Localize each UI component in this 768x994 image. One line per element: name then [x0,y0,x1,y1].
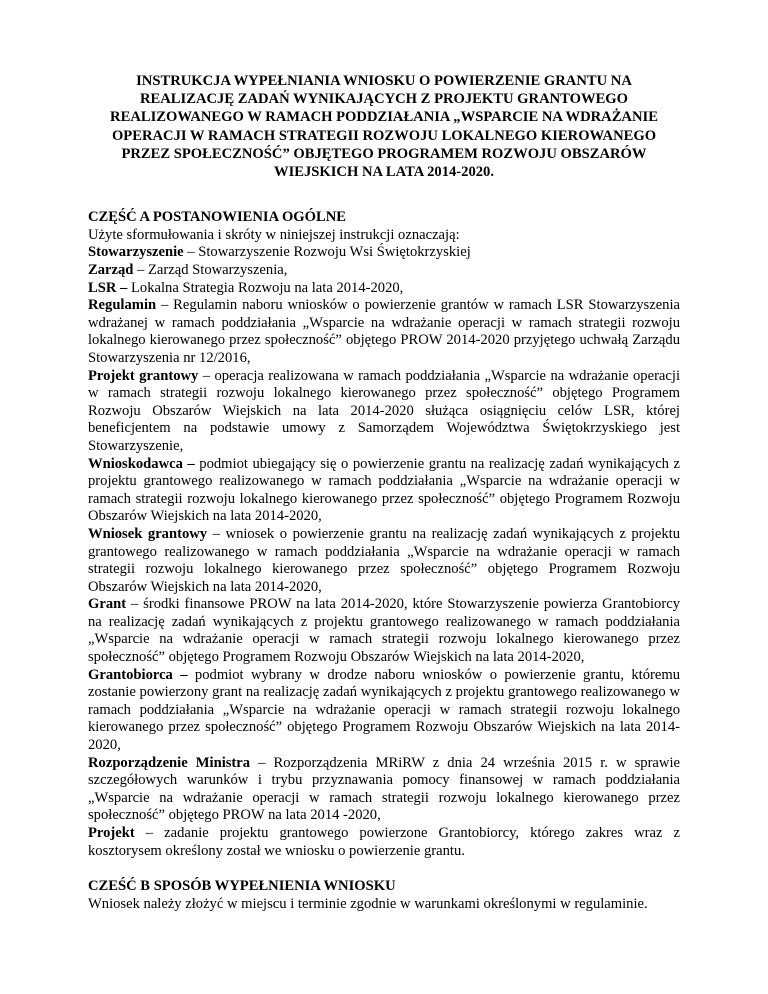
definition-text: – Zarząd Stowarzyszenia, [133,262,288,278]
definition-term: Wnioskodawca – [88,455,195,472]
definition-term: Wniosek grantowy [88,525,208,542]
definition-term: Projekt [88,825,135,841]
definition-term: Stowarzyszenie [88,244,184,261]
definition-projekt-grantowy [88,368,680,456]
definition-text: Lokalna Strategia Rozwoju na lata 2014-2020, [127,279,404,296]
definition-text: – środki finansowe PROW na lata 2014-2020, które Stowarzyszenie powierza Grantobiorcy na realizację zadań wynikających z projektu grantowego realizowanego w ramach poddziałania „Wsparcie na wdrażanie operacji w ramach strategii rozwoju lokalnego kierowanego przez społeczność” objętego Programem Rozwoju Obszarów Wiejskich na lata 2014-2020, [88,596,680,666]
definition-term: Projekt grantowy [88,367,199,384]
definition-text: – Stowarzyszenie Rozwoju Wsi Świętokrzyskiej [183,244,471,261]
definition-text: podmiot ubiegający się o powierzenie grantu na realizację zadań wynikających z projektu grantowego realizowanego w ramach poddziałania „Wsparcie na wdrażanie operacji w ramach strategii rozwoju lokalnego kierowanego przez społeczność” objętego Programem Rozwoju Obszarów Wiejskich na lata 2014-2020, [88,455,680,525]
definition-text: – Regulamin naboru wniosków o powierzenie grantów w ramach LSR Stowarzyszenia wdrażanej w ramach poddziałania „Wsparcie na wdrażanie operacji w ramach strategii rozwoju lokalnego kierowanego przez społeczność” objętego PROW 2014-2020 przyjętego uchwałą Zarządu Stowarzyszenia nr 12/2016, [88,297,680,366]
definition-term: LSR – [88,279,128,296]
section-a-heading: CZĘŚĆ A POSTANOWIENIA OGÓLNE [88,209,347,226]
definition-zarzad [88,262,680,280]
definition-lsr [88,280,680,298]
definition-grantobiorca [88,667,680,755]
section-spacer [88,860,680,878]
definition-rozporzadzenie [88,755,680,825]
definition-wniosek-grantowy [88,526,680,596]
definition-term: Rozporządzenie Ministra [88,754,251,771]
section-a-intro: Użyte sformułowania i skróty w niniejszej instrukcji oznaczają: [88,226,460,243]
definition-projekt [88,825,680,860]
definition-term: Regulamin [88,297,157,314]
definition-stowarzyszenie [88,244,680,262]
document-title: INSTRUKCJA WYPEŁNIANIA WNIOSKU O POWIERZENIE GRANTU NA REALIZACJĘ ZADAŃ WYNIKAJĄCYCH Z PROJEKTU GRANTOWEGO REALIZOWANEGO W RAMACH PODDZIAŁANIA „WSPARCIE NA WDRAŻANIE OPERACJI W RAMACH STRATEGII ROZWOJU LOKALNEGO KIEROWANEGO PRZEZ SPOŁECZNOŚĆ” OBJĘTEGO PROGRAMEM ROZWOJU OBSZARÓW WIEJSKICH NA LATA 2014-2020. [110,73,658,181]
definition-text: – operacja realizowana w ramach poddziałania „Wsparcie na wdrażanie operacji w ramach strategii rozwoju lokalnego kierowanego przez społeczność” objętego Programem Rozwoju Obszarów Wiejskich na lata 2014-2020 służąca osiągnięciu celów LSR, której beneficjentem na podstawie umowy z Samorządem Województwa Świętokrzyskiego jest Stowarzyszenie, [88,367,680,454]
definition-text: podmiot wybrany w drodze naboru wniosków o powierzenie grantu, któremu zostanie powierzony grant na realizację zadań wynikających z projektu grantowego realizowanego w ramach poddziałania „Wsparcie na wdrażanie operacji w ramach strategii rozwoju lokalnego kierowanego przez społeczność” objętego Programem Rozwoju Obszarów Wiejskich na lata 2014-2020, [88,666,680,754]
definition-grant [88,596,680,666]
definition-wnioskodawca [88,456,680,526]
definition-regulamin [88,297,680,367]
definition-text: – zadanie projektu grantowego powierzone Grantobiorcy, którego zakres wraz z kosztorysem określony został we wniosku o powierzenie grantu. [88,825,680,859]
section-b-heading: CZEŚĆ B SPOSÓB WYPEŁNIENIA WNIOSKU [88,878,396,895]
definition-term: Zarząd [88,262,134,278]
definition-term: Grant [88,596,127,613]
definition-term: Grantobiorca – [88,666,188,683]
section-b-text: Wniosek należy złożyć w miejscu i terminie zgodnie w warunkami określonymi w regulaminie. [88,895,648,912]
definition-text: – Rozporządzenia MRiRW z dnia 24 września 2015 r. w sprawie szczegółowych warunków i trybu przyznawania pomocy finansowej w ramach poddziałania „Wsparcie na wdrażanie operacji w ramach strategii rozwoju lokalnego kierowanego przez społeczność” objętego PROW na lata 2014 -2020, [88,754,680,824]
definition-text: – wniosek o powierzenie grantu na realizację zadań wynikających z projektu grantowego realizowanego w ramach poddziałania „Wsparcie na wdrażanie operacji w ramach strategii rozwoju lokalnego kierowanego przez społeczność” objętego Programem Rozwoju Obszarów Wiejskich na lata 2014-2020, [88,525,680,595]
